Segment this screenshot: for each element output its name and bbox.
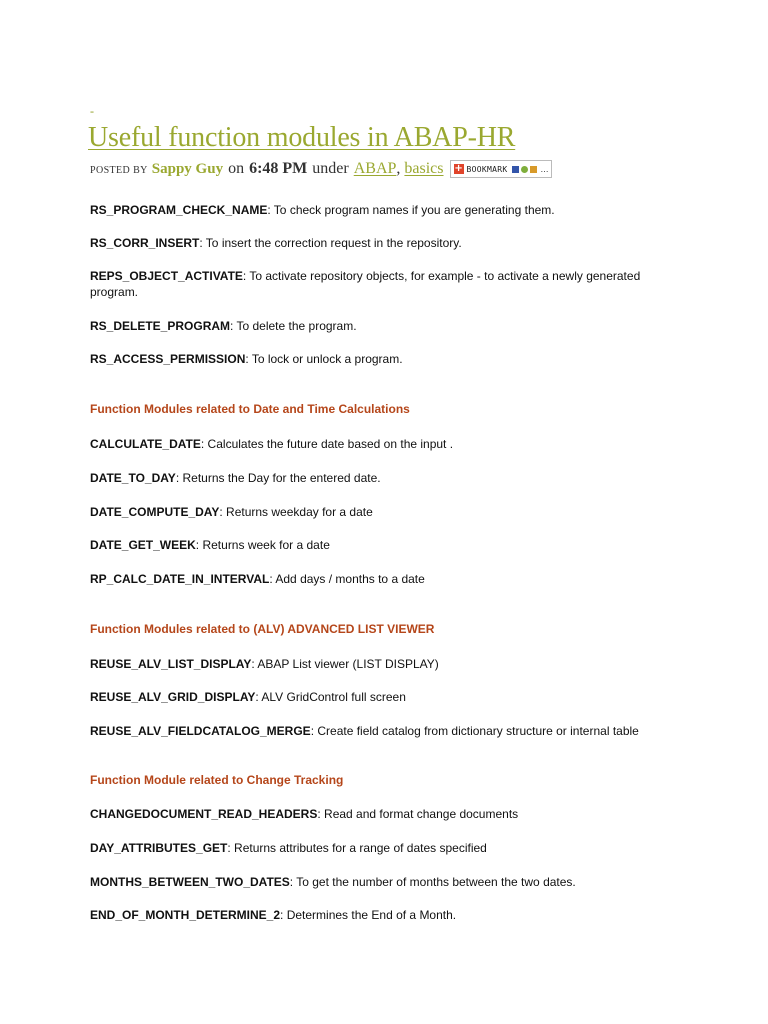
function-module-description: : Determines the End of a Month. <box>280 908 457 922</box>
function-module-name: RP_CALC_DATE_IN_INTERVAL <box>90 572 270 586</box>
section-heading-change-tracking: Function Module related to Change Tracking <box>90 773 344 787</box>
function-module-name: REUSE_ALV_GRID_DISPLAY <box>90 690 256 704</box>
on-word: on <box>228 160 245 177</box>
bookmark-button[interactable] <box>450 160 553 178</box>
entry-item <box>90 202 690 218</box>
function-module-name: CHANGEDOCUMENT_READ_HEADERS <box>90 807 318 821</box>
function-module-name: REUSE_ALV_FIELDCATALOG_MERGE <box>90 724 311 738</box>
entry-item <box>90 235 690 251</box>
section-heading-date-time: Function Modules related to Date and Time Calculations <box>90 402 410 416</box>
function-module-name: RS_DELETE_PROGRAM <box>90 319 231 333</box>
entry-item <box>90 571 690 587</box>
function-module-description: : Returns week for a date <box>195 538 330 552</box>
category-link-abap[interactable]: ABAP <box>353 160 397 177</box>
function-module-description: : To activate repository objects, for example - to activate a newly generated program. <box>90 269 641 299</box>
entry-item <box>90 840 690 856</box>
entry-item <box>90 504 690 520</box>
entry-item <box>90 470 690 486</box>
function-module-description: : To lock or unlock a program. <box>245 352 403 366</box>
function-module-name: REPS_OBJECT_ACTIVATE <box>90 269 243 283</box>
function-module-description: : ALV GridControl full screen <box>255 690 406 704</box>
function-module-description: : To insert the correction request in the repository. <box>199 236 462 250</box>
top-mark: - <box>90 104 94 118</box>
entry-item <box>90 806 690 822</box>
under-word: under <box>312 160 349 177</box>
function-module-name: CALCULATE_DATE <box>90 437 201 451</box>
function-module-name: DAY_ATTRIBUTES_GET <box>90 841 228 855</box>
more-services-text: … <box>540 164 549 174</box>
function-module-description: : ABAP List viewer (LIST DISPLAY) <box>251 657 439 671</box>
entry-item <box>90 656 690 672</box>
function-module-description: : Create field catalog from dictionary structure or internal table <box>310 724 639 738</box>
category-separator: , <box>396 160 401 177</box>
entry-item <box>90 907 690 923</box>
function-module-name: RS_PROGRAM_CHECK_NAME <box>90 203 268 217</box>
function-module-description: : To get the number of months between the two dates. <box>289 875 576 889</box>
function-module-name: RS_ACCESS_PERMISSION <box>90 352 246 366</box>
author-link[interactable]: Sappy Guy <box>151 161 224 177</box>
entry-item <box>90 268 680 300</box>
function-module-description: : Calculates the future date based on the input . <box>200 437 454 451</box>
function-module-description: : To delete the program. <box>230 319 357 333</box>
function-module-name: DATE_COMPUTE_DAY <box>90 505 220 519</box>
bookmark-label: BOOKMARK <box>466 164 508 174</box>
function-module-description: : Returns the Day for the entered date. <box>175 471 381 485</box>
digg-icon <box>521 166 528 173</box>
function-module-description: : To check program names if you are generating them. <box>267 203 555 217</box>
add-icon: + <box>454 163 463 174</box>
entry-item <box>90 537 690 553</box>
section-heading-alv: Function Modules related to (ALV) ADVANCED LIST VIEWER <box>90 622 435 636</box>
function-module-name: DATE_GET_WEEK <box>90 538 196 552</box>
function-module-name: END_OF_MONTH_DETERMINE_2 <box>90 908 281 922</box>
entry-item <box>90 723 710 739</box>
delicious-icon <box>512 166 519 173</box>
entry-item <box>90 436 690 452</box>
post-time: 6:48 PM <box>249 160 308 177</box>
category-link-basics[interactable]: basics <box>404 160 444 177</box>
posted-by-label: POSTED BY <box>90 165 148 176</box>
function-module-name: DATE_TO_DAY <box>90 471 176 485</box>
entry-item <box>90 689 690 705</box>
post-title[interactable]: Useful function modules in ABAP-HR <box>88 122 516 153</box>
function-module-name: REUSE_ALV_LIST_DISPLAY <box>90 657 252 671</box>
entry-item <box>90 318 690 334</box>
function-module-description: : Read and format change documents <box>317 807 519 821</box>
function-module-description: : Returns attributes for a range of dates specified <box>227 841 487 855</box>
function-module-name: MONTHS_BETWEEN_TWO_DATES <box>90 875 290 889</box>
entry-item <box>90 874 690 890</box>
share-icon <box>530 166 537 173</box>
post-meta <box>90 160 552 184</box>
entry-item <box>90 351 690 367</box>
function-module-name: RS_CORR_INSERT <box>90 236 200 250</box>
function-module-description: : Add days / months to a date <box>269 572 425 586</box>
function-module-description: : Returns weekday for a date <box>219 505 373 519</box>
